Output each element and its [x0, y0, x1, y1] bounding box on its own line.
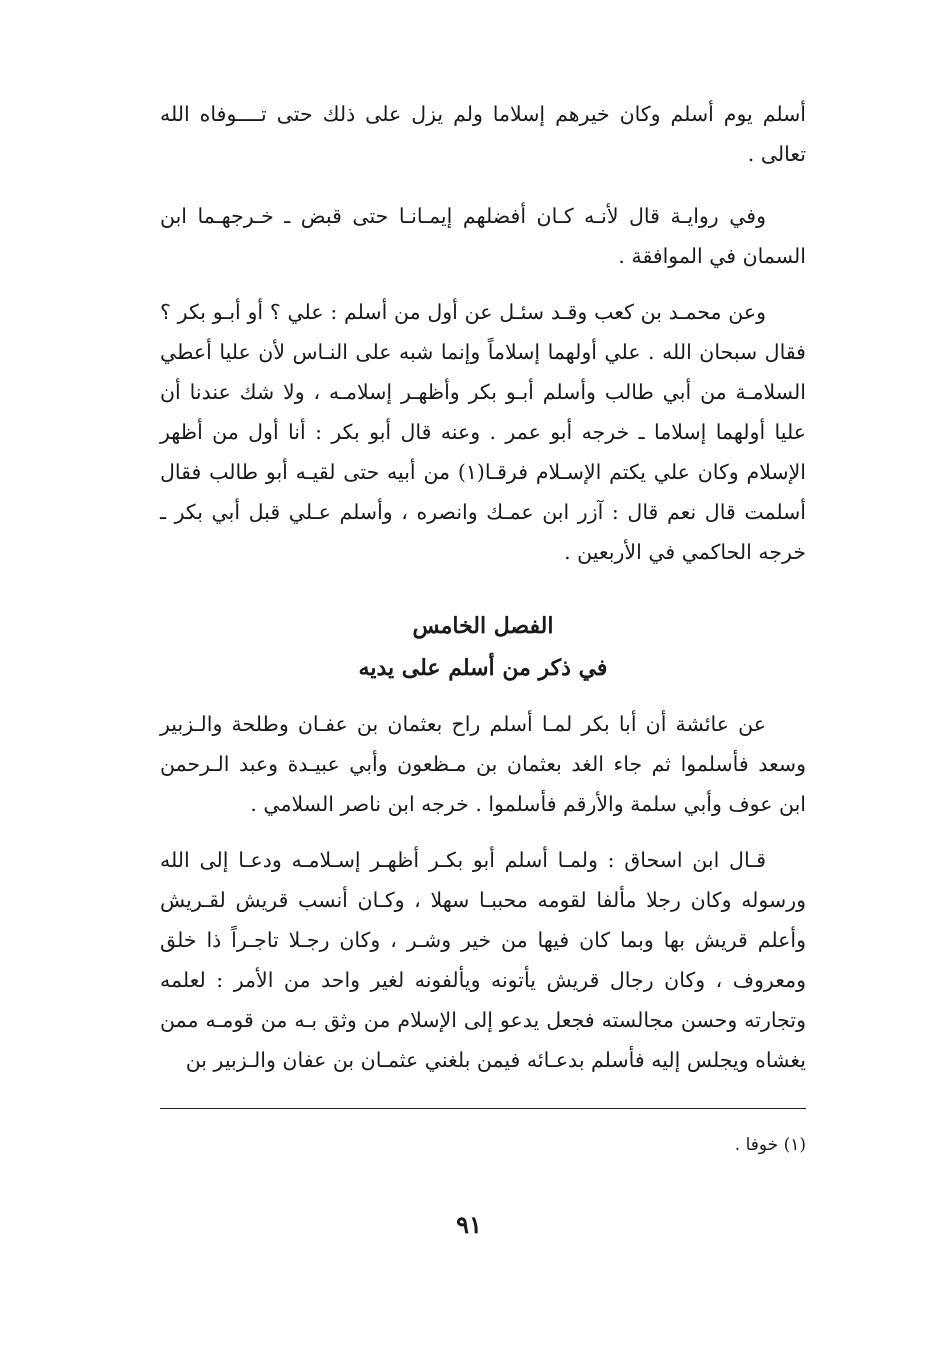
footnote: (١) خوفا .: [734, 1135, 806, 1155]
paragraph-muhammad-ibn-kaab: وعن محمـد بن كعب وقـد سئـل عن أول من أسلم : علي ؟ أو أبـو بكر ؟ فقال سبحان الله . علي أولهما إسلاماً وإنما شبه على النـاس لأن عليا أعطي السلامـة من أبي طالب وأسلم أبـو بكر وأظهـر إسلامـه ، ولا شك عندنا أن عليا أولهما إسلاما ـ خرجه أبو عمر . وعنه قال أبو بكر : أنا أول من أظهر الإسلام وكان علي يكتم الإسـلام فرقـا(١) من أبيه حتى لقيـه أبو طالب فقال أسلمت قال نعم قال : آزر ابن عمـك وانصره ، وأسلم عـلي قبل أبي بكر ـ خرجه الحاكمي في الأربعين .: [160, 300, 806, 564]
paragraph-continuation: أسلم يوم أسلم وكان خيرهم إسلاما ولم يزل على ذلك حتى تــــوفاه الله تعالى .: [160, 102, 806, 166]
paragraph-aisha: عن عائشة أن أبا بكر لمـا أسلم راح بعثمان بن عفـان وطلحة والـزبير وسعد فأسلموا ثم جاء الغد بعثمان بن مـظعون وأبي عبيـدة وعبد الـرحمن ابن عوف وأبي سلمة والأرقم فأسلموا . خرجه ابن ناصر السلامي .: [160, 712, 806, 816]
page-number: ٩١: [456, 1210, 482, 1239]
chapter-subtitle: في ذكر من أسلم على يديه: [358, 655, 608, 681]
paragraph-narration-variant: وفي روايـة قال لأنـه كـان أفضلهم إيمـانـا حتى قبض ـ خـرجهـما ابن السمان في الموافقة .: [160, 204, 806, 268]
paragraph-ibn-ishaq: قـال ابن اسحاق : ولمـا أسلم أبو بكـر أظهـر إسـلامـه ودعـا إلى الله ورسوله وكان رجلا مألفا لقومه محببـا سهلا ، وكـان أنسب قريش لقـريش وأعلم قريش بها وبما كان فيها من خير وشـر ، وكان رجـلا تاجـراً ذا خلق ومعروف ، وكان رجال قريش يأتونه ويألفونه لغير واحد من الأمر : لعلمه وتجارته وحسن مجالسته فجعل يدعو إلى الإسلام من وثق بـه من قومـه ممن يغشاه ويجلس إليه فأسلم بدعـائه فيمن بلغني عثمـان بن عفان والـزبير بن: [160, 848, 806, 1072]
chapter-title: الفصل الخامس: [412, 613, 554, 639]
footnote-divider: [160, 1108, 806, 1109]
